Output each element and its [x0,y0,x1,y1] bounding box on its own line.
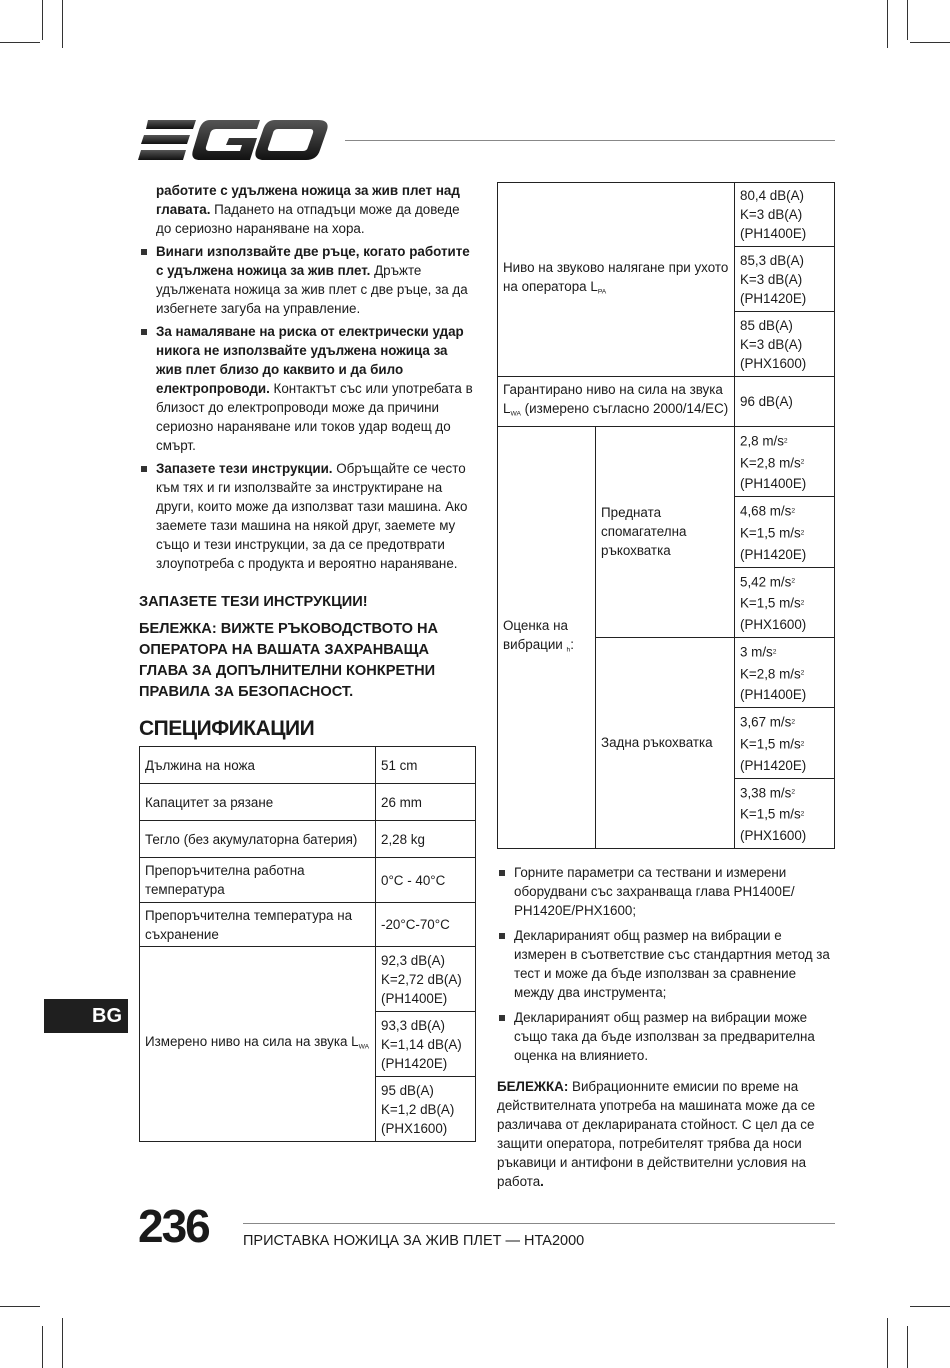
table-row: Задна ръкохватка 3 $m/s^2$ K=2,8 $m/s^2$ (PH1400E) 3,67 $m/s^2$ K=1,5 $m/s^2$ (PH1420E) 3,38 $m/s^2$ K=1,5 $m/s^2$ (PHX1600) [498,637,835,848]
spec-table [139,746,476,1142]
sound-pressure-label: Ниво на звуково налягане при ухото на оператора $L_{PA}$ [498,183,735,377]
vibration-label: Оценка на вибрации $_h$: [498,427,596,849]
save-instructions-heading: ЗАПАЗЕТЕ ТЕЗИ ИНСТРУКЦИИ! [139,594,368,610]
list-item: Запазете тези инструкции. Обръщайте се често към тях и ги използвайте за инструктиране на други, които може да използват тази машина. Ако заемете тази машина на някой друг, заемете му също и тези инструкции, за да се предотврати злоупотреба с продукта и вероятно нараняване. [139,459,476,573]
right-column [497,182,835,1191]
spec-heading: СПЕЦИФИКАЦИИ [139,717,315,740]
table-row: Ниво на звуково налягане при ухото на оператора $L_{PA}$ 80,4 dB(A) K=3 dB(A) (PH1400E) 85,3 dB(A) K=3 dB(A) (PH1420E) 85 dB(A) K=3 dB(A) (PHX1600) [498,183,835,377]
table-row: Дължина на ножа 51 cm [140,747,476,784]
sound-power-label: Измерено ниво на сила на звука $L_{WA}$ [140,947,376,1142]
ego-logo [138,118,328,162]
vibration-note: БЕЛЕЖКА: Вибрационните емисии по време на действителната употреба на машината може да се различава от декларираната стойност. С цел да се защити оператора, потребителят трябва да носи ръкавици и антифони в действителни условия на работа. [497,1078,816,1189]
table-row: Гарантирано ниво на сила на звука $L_{WA}$ (измерено съгласно 2000/14/ЕС) 96 dB(A) [498,377,835,427]
table-row: Препоръчителна температура на съхранение -20°C-70°C [140,903,476,947]
list-item: За намаляване на риска от електрически удар никога не използвайте удължена ножица за жив плет близо до каквито и да било електропроводи. Контактът със или употребата в близост до електропроводи може да причини сериозно нараняване или токов удар водещ до смърт. [139,322,476,455]
list-item: Декларираният общ размер на вибрации може също така да бъде използван за предварителна оценка на влиянието. [497,1008,835,1065]
table-row: Оценка на вибрации $_h$: Предната спомагателна ръкохватка 2,8 $m/s^2$ K=2,8 $m/s^2$ (PH1400E) 4,68 $m/s^2$ K=1,5 $m/s^2$ (PH1420E) 5,42 $m/s^2$ K=1,5 $m/s^2$ (PHX1600) [498,427,835,638]
rear-handle-label: Задна ръкохватка [596,637,735,848]
footer-title: ПРИСТАВКА НОЖИЦА ЗА ЖИВ ПЛЕТ — HTA2000 [243,1233,585,1249]
table-row: Тегло (без акумулаторна батерия) 2,28 kg [140,821,476,858]
left-column [139,181,476,1142]
notes-bullets [497,863,835,1065]
list-item: Горните параметри са тествани и измерени оборудвани със захранваща глава PH1400E/ PH1420E/PHX1600; [497,863,835,920]
list-item: Винаги използвайте две ръце, когато работите с удължена ножица за жив плет. Дръжте удължената ножица за жив плет с две ръце, за да избегнете загуба на управление. [139,242,476,318]
table-row: Измерено ниво на сила на звука $L_{WA}$ 92,3 dB(A) K=2,72 dB(A) (PH1400E) 93,3 dB(A) K=1,14 dB(A) (PH1420E) 95 dB(A) K=1,2 dB(A) (PHX1600) [140,947,476,1142]
header-rule [345,140,835,141]
note-heading: БЕЛЕЖКА: ВИЖТЕ РЪКОВОДСТВОТО НА ОПЕРАТОРА НА ВАШАТА ЗАХРАНВАЩА ГЛАВА ЗА ДОПЪЛНИТЕЛНИ КОНКРЕТНИ ПРАВИЛА ЗА БЕЗОПАСНОСТ. [139,621,439,700]
table-row: Капацитет за рязане 26 mm [140,784,476,821]
page-number: 236 [138,1200,209,1252]
list-item: Декларираният общ размер на вибрации е измерен в съответствие със стандартния метод за тест и може да бъде използван за сравнение между два инструмента; [497,926,835,1002]
language-tab: BG [44,999,128,1033]
safety-bullets [139,242,476,573]
footer-rule [243,1223,835,1224]
intro-paragraph: работите с удължена ножица за жив плет над главата. Падането на отпадъци може да доведе до сериозно нараняване на хора. [156,183,460,236]
guaranteed-label: Гарантирано ниво на сила на звука $L_{WA}$ (измерено съгласно 2000/14/ЕС) [498,377,735,427]
front-handle-label: Предната спомагателна ръкохватка [596,427,735,638]
noise-vibration-table [497,182,835,849]
table-row: Препоръчителна работна температура 0°C - 40°C [140,858,476,903]
